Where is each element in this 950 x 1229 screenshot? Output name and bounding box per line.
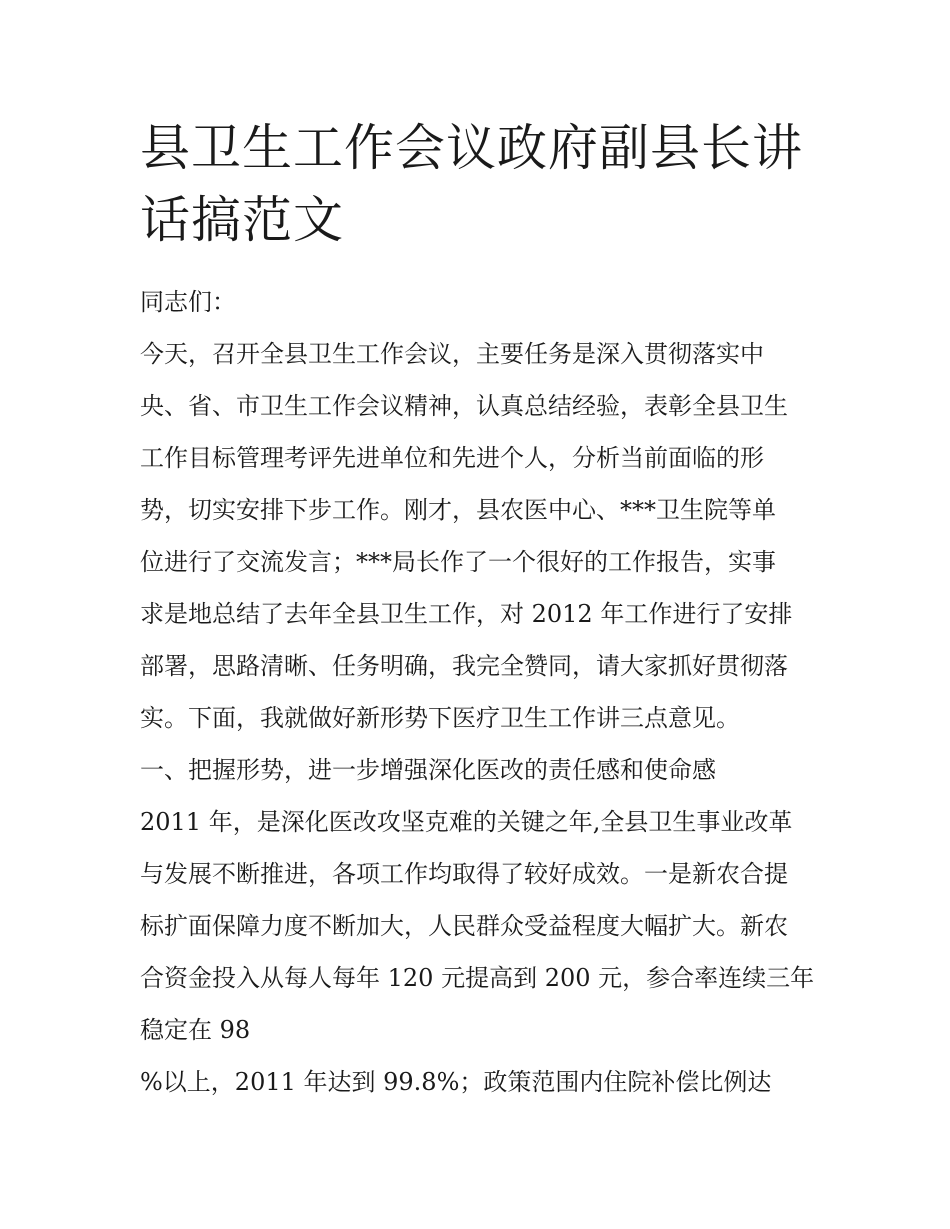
document-title	[140, 112, 820, 256]
paragraph-line: 2011 年，是深化医改攻坚克难的关键之年,全县卫生事业改革	[140, 808, 793, 836]
title-line: 县卫生工作会议政府副县长讲	[140, 119, 803, 177]
section-heading: 一、把握形势，进一步增强深化医改的责任感和使命感	[140, 756, 716, 784]
paragraph-line: 央、省、市卫生工作会议精神，认真总结经验，表彰全县卫生	[140, 392, 788, 420]
paragraph-line: 部署，思路清晰、任务明确，我完全赞同，请大家抓好贯彻落	[140, 652, 788, 680]
paragraph-line: 求是地总结了去年全县卫生工作，对 2012 年工作进行了安排	[140, 600, 793, 628]
paragraph-line: 势，切实安排下步工作。刚才，县农医中心、***卫生院等单	[140, 496, 776, 524]
paragraph-line: 位进行了交流发言；***局长作了一个很好的工作报告，实事	[140, 548, 776, 576]
paragraph-line: 合资金投入从每人每年 120 元提高到 200 元，参合率连续三年	[140, 964, 815, 992]
paragraph-line: 标扩面保障力度不断加大，人民群众受益程度大幅扩大。新农	[140, 912, 788, 940]
paragraph-line: 今天，召开全县卫生工作会议，主要任务是深入贯彻落实中	[140, 340, 764, 368]
paragraph-line: 工作目标管理考评先进单位和先进个人，分析当前面临的形	[140, 444, 764, 472]
paragraph-line: %以上，2011 年达到 99.8%；政策范围内住院补偿比例达	[140, 1068, 772, 1096]
paragraph-line: 与发展不断推进，各项工作均取得了较好成效。一是新农合提	[140, 860, 788, 888]
title-line: 话搞范文	[140, 191, 344, 249]
paragraph-line: 稳定在 98	[140, 1016, 251, 1044]
document-body	[140, 280, 820, 1112]
salutation: 同志们：	[140, 288, 236, 316]
paragraph-line: 实。下面，我就做好新形势下医疗卫生工作讲三点意见。	[140, 704, 740, 732]
